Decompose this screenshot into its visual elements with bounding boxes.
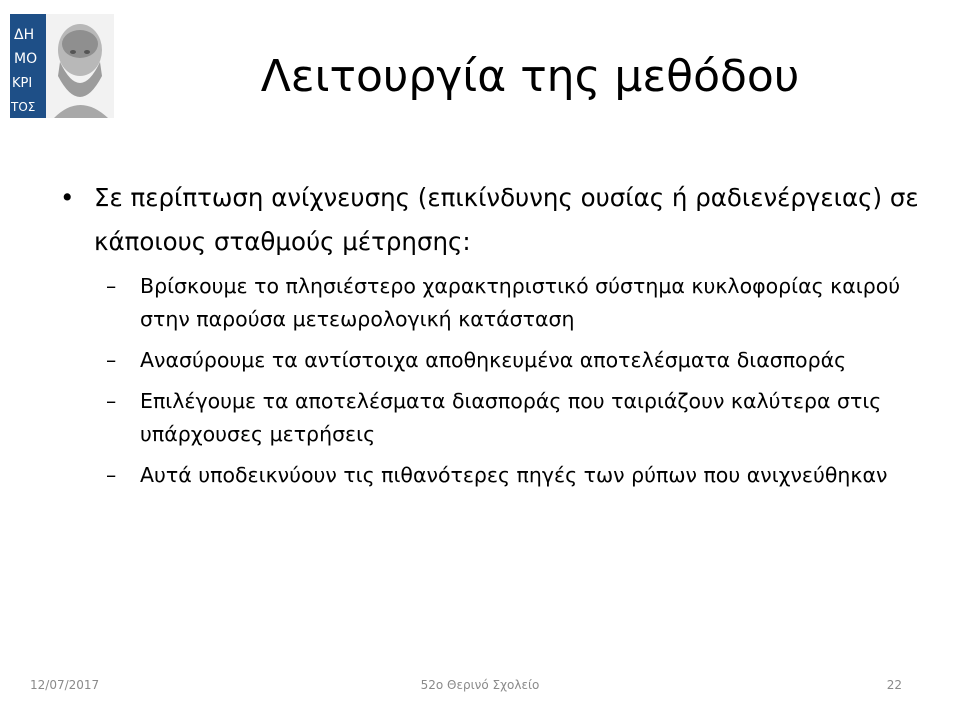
democritus-logo [10,14,114,118]
sub-bullet-text: Αυτά υποδεικνύουν τις πιθανότερες πηγές των ρύπων που ανιχνεύθηκαν [140,463,888,487]
sub-bullet-2 [106,344,920,377]
sub-bullet-marker: – [106,389,117,413]
sub-bullet-text: Επιλέγουμε τα αποτελέσματα διασποράς που ταιριάζουν καλύτερα στις υπάρχουσες μετρήσεις [140,389,882,446]
philosopher-bust-icon [46,14,114,118]
sub-bullet-text: Βρίσκουμε το πλησιέστερο χαρακτηριστικό σύστημα κυκλοφορίας καιρού στην παρούσα μετεωρολογική κατάσταση [140,274,901,331]
logo-letters-4: ΤΟΣ [11,100,36,114]
sub-bullet-3 [106,385,920,451]
sub-bullet-marker: – [106,463,117,487]
sub-bullet-marker: – [106,348,117,372]
logo-letters-3: ΚΡΙ [12,76,33,91]
sub-bullet-1 [106,270,920,336]
logo-letters-2: ΜΟ [14,51,38,67]
sub-bullet-marker: – [106,274,117,298]
slide-title: Λειτουργία της μεθόδου [260,51,800,102]
sub-bullet-4 [106,459,920,492]
slide-content [60,176,920,500]
footer-date: 12/07/2017 [30,678,100,692]
footer-page-number: 22 [886,678,902,692]
sub-bullet-text: Ανασύρουμε τα αντίστοιχα αποθηκευμένα αποτελέσματα διασποράς [140,348,847,372]
footer-event: 52ο Θερινό Σχολείο [420,678,540,692]
bullet-sublist [106,270,920,492]
bullet-marker: • [60,183,75,212]
logo-letters-1: ΔΗ [14,27,35,43]
bullet-main [60,176,920,264]
bullet-main-text: Σε περίπτωση ανίχνευσης (επικίνδυνης ουσίας ή ραδιενέργειας) σε κάποιους σταθμούς μέτρησης: [94,183,919,256]
